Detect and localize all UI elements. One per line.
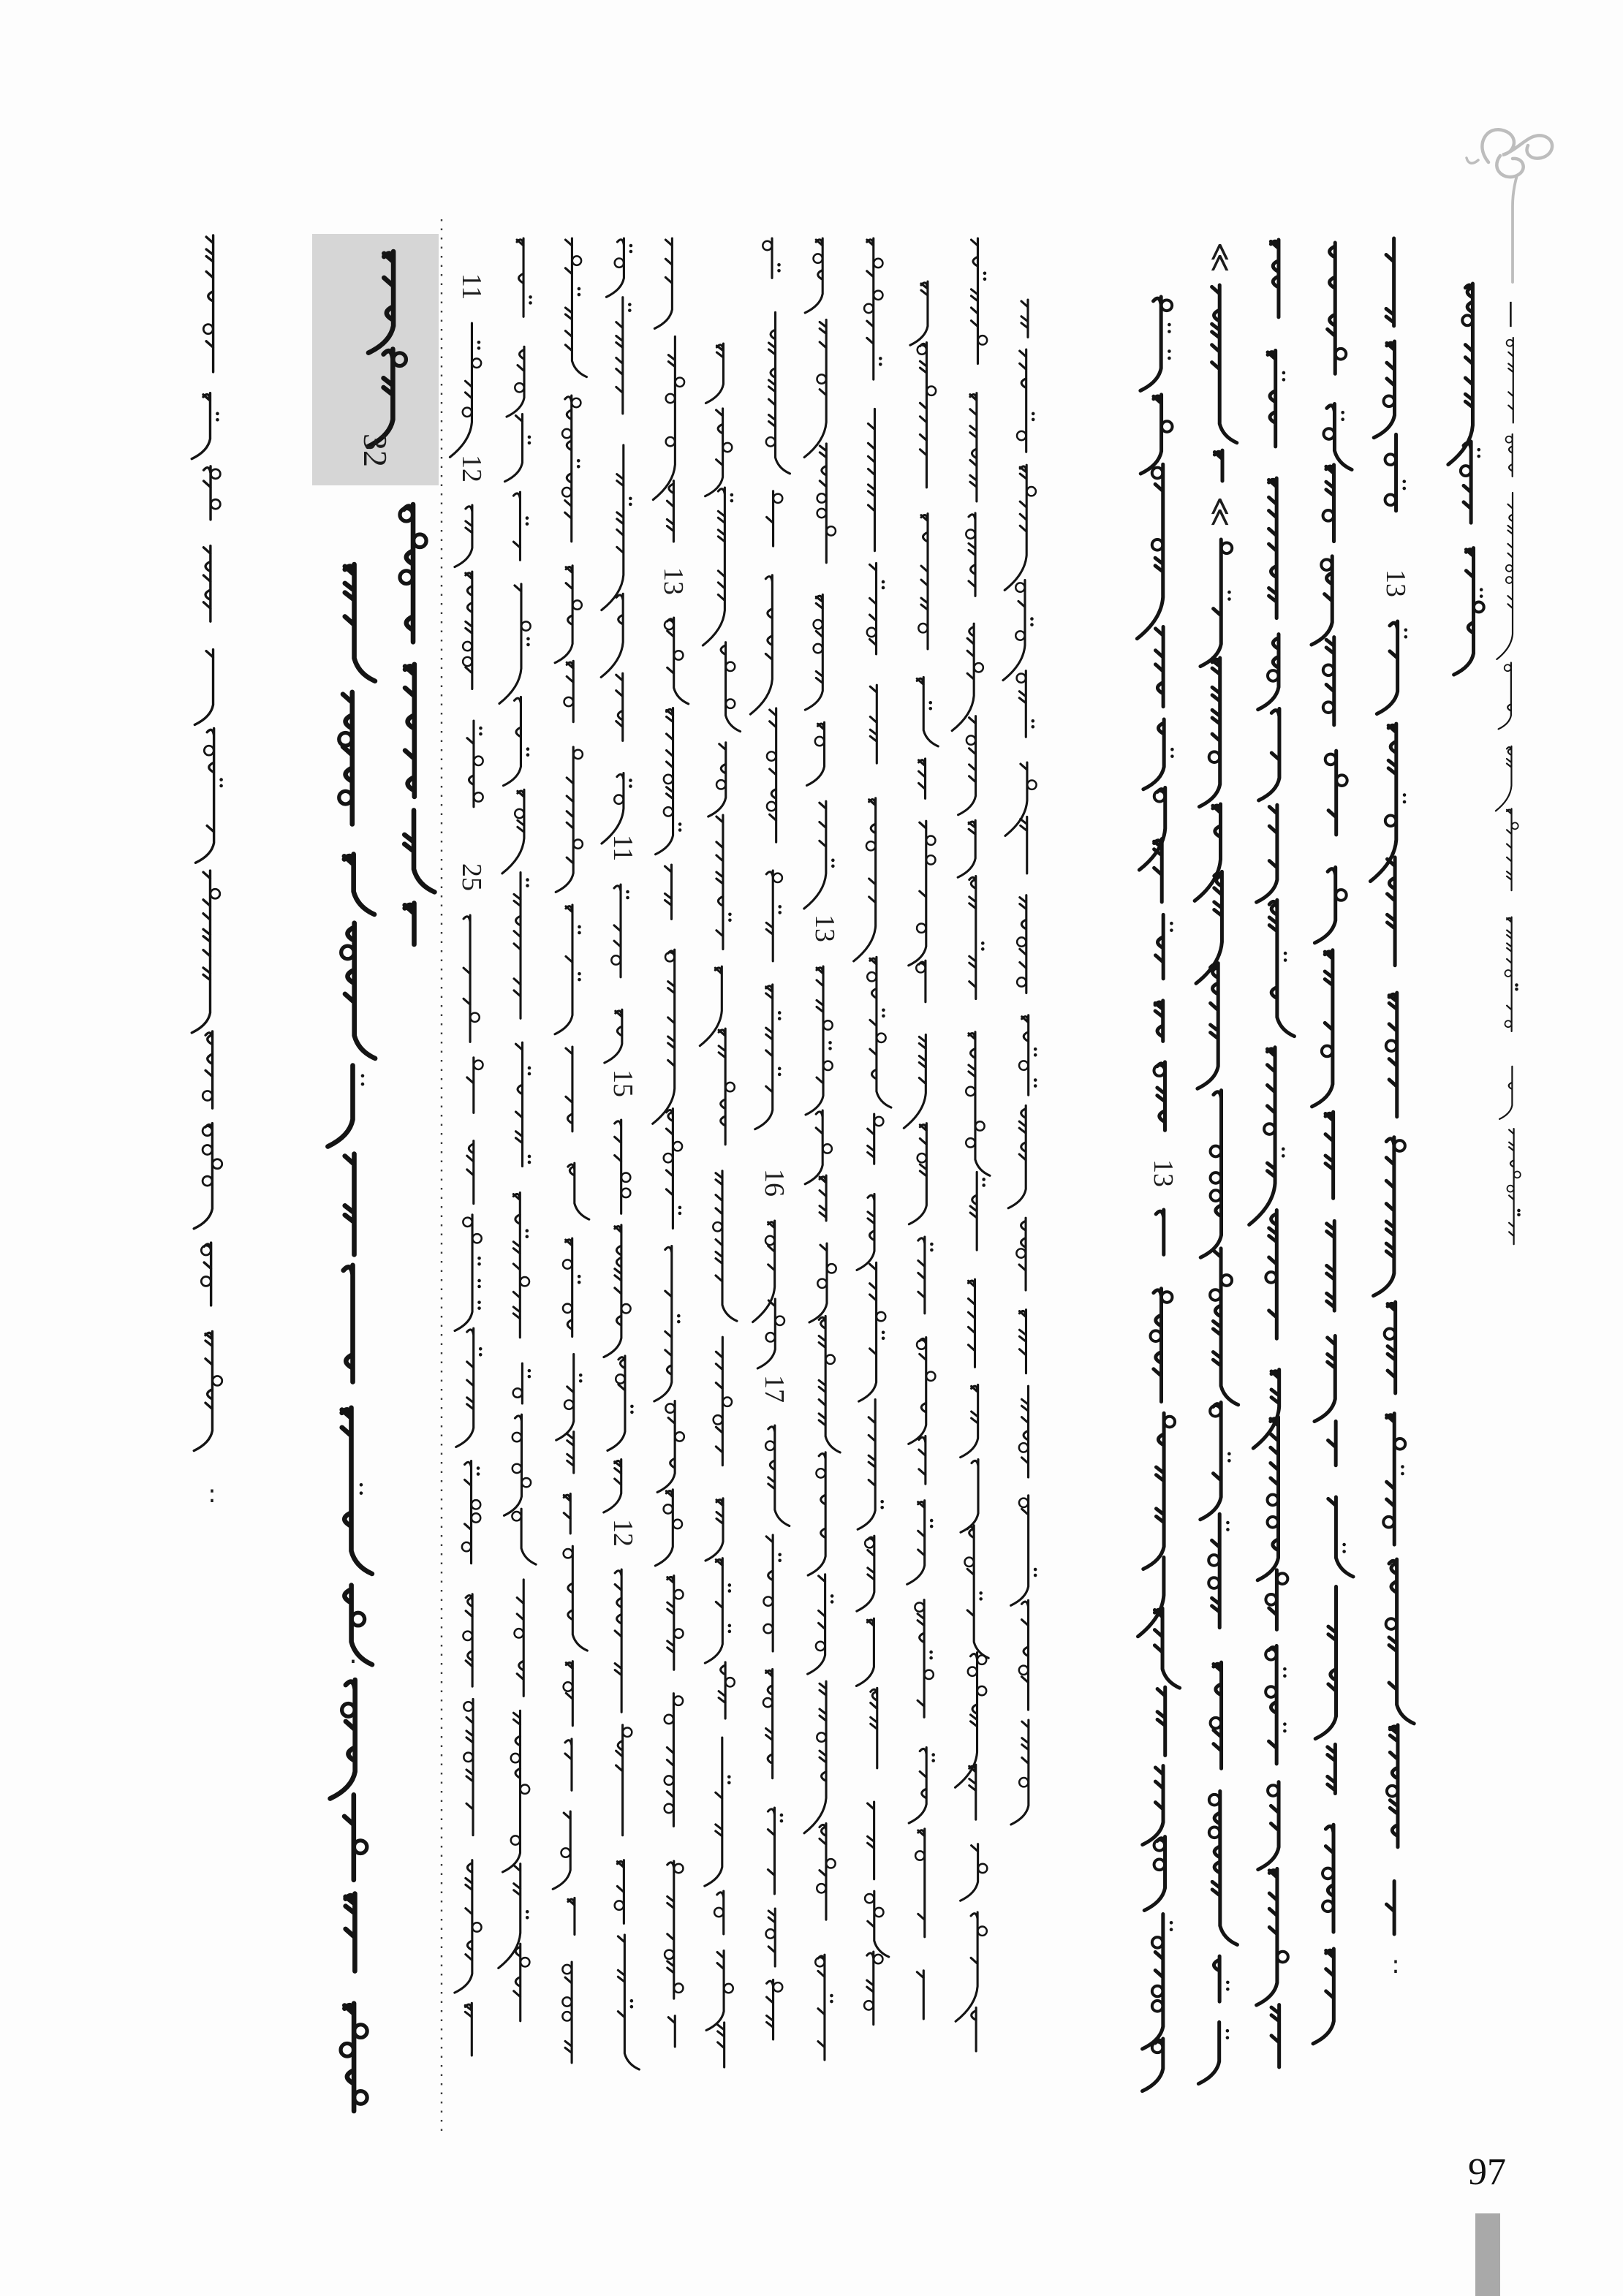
notes-column-9 — [854, 238, 891, 2025]
annotation-number: 11 — [608, 834, 638, 862]
notes-column-10 — [904, 281, 938, 2019]
annotation-number: 17 — [759, 1375, 790, 1403]
notes-column-2 — [499, 238, 536, 2021]
annotation-number: 13 — [809, 914, 840, 942]
script-punctuation: : — [1391, 1950, 1400, 1979]
annotation-number: 12 — [608, 1519, 638, 1547]
header-running-column — [1496, 338, 1521, 1244]
notes-column-6 — [700, 344, 740, 2067]
lesson-title-column-a — [400, 504, 434, 944]
lesson-text-column-5 — [1370, 238, 1414, 1934]
lesson-number: 32 — [357, 433, 394, 467]
annotation-number: 13 — [1380, 569, 1411, 597]
instruction-line — [192, 235, 223, 1451]
lesson-text-column-1 — [1137, 297, 1179, 2091]
page-number: 97 — [1468, 2151, 1506, 2193]
annotation-number: 13 — [1148, 1159, 1179, 1187]
notes-column-1 — [450, 323, 487, 2056]
header-chapter-column — [1448, 284, 1484, 675]
lesson-text-column-4 — [1312, 243, 1353, 2044]
notes-column-5 — [653, 238, 689, 2047]
annotation-number: 25 — [456, 863, 487, 891]
annotation-number: 15 — [608, 1069, 638, 1097]
script-punctuation: ≪ — [1203, 496, 1237, 527]
lesson-title-column-b — [328, 564, 375, 2111]
notes-column-7 — [750, 238, 790, 2039]
annotation-number: 16 — [759, 1169, 790, 1197]
notes-column-3 — [553, 238, 589, 2063]
flourish-ornament-icon — [1467, 129, 1552, 282]
lesson-text-column-2 — [1195, 285, 1238, 2084]
lesson-text-column-3 — [1249, 240, 1295, 2067]
script-punctuation: · — [349, 1647, 357, 1677]
annotation-number: 13 — [658, 567, 689, 595]
annotation-number: 11 — [456, 273, 487, 300]
notes-column-11 — [952, 238, 990, 2051]
notes-column-4 — [601, 238, 639, 2069]
notes-column-12 — [1003, 300, 1037, 1825]
lesson-title-in-box — [368, 251, 406, 447]
script-punctuation: ≪ — [1203, 242, 1237, 273]
script-punctuation: : — [208, 1479, 216, 1509]
notes-column-8 — [804, 238, 840, 2060]
header-dash: — — [1497, 300, 1529, 328]
annotation-number: 12 — [456, 455, 487, 482]
